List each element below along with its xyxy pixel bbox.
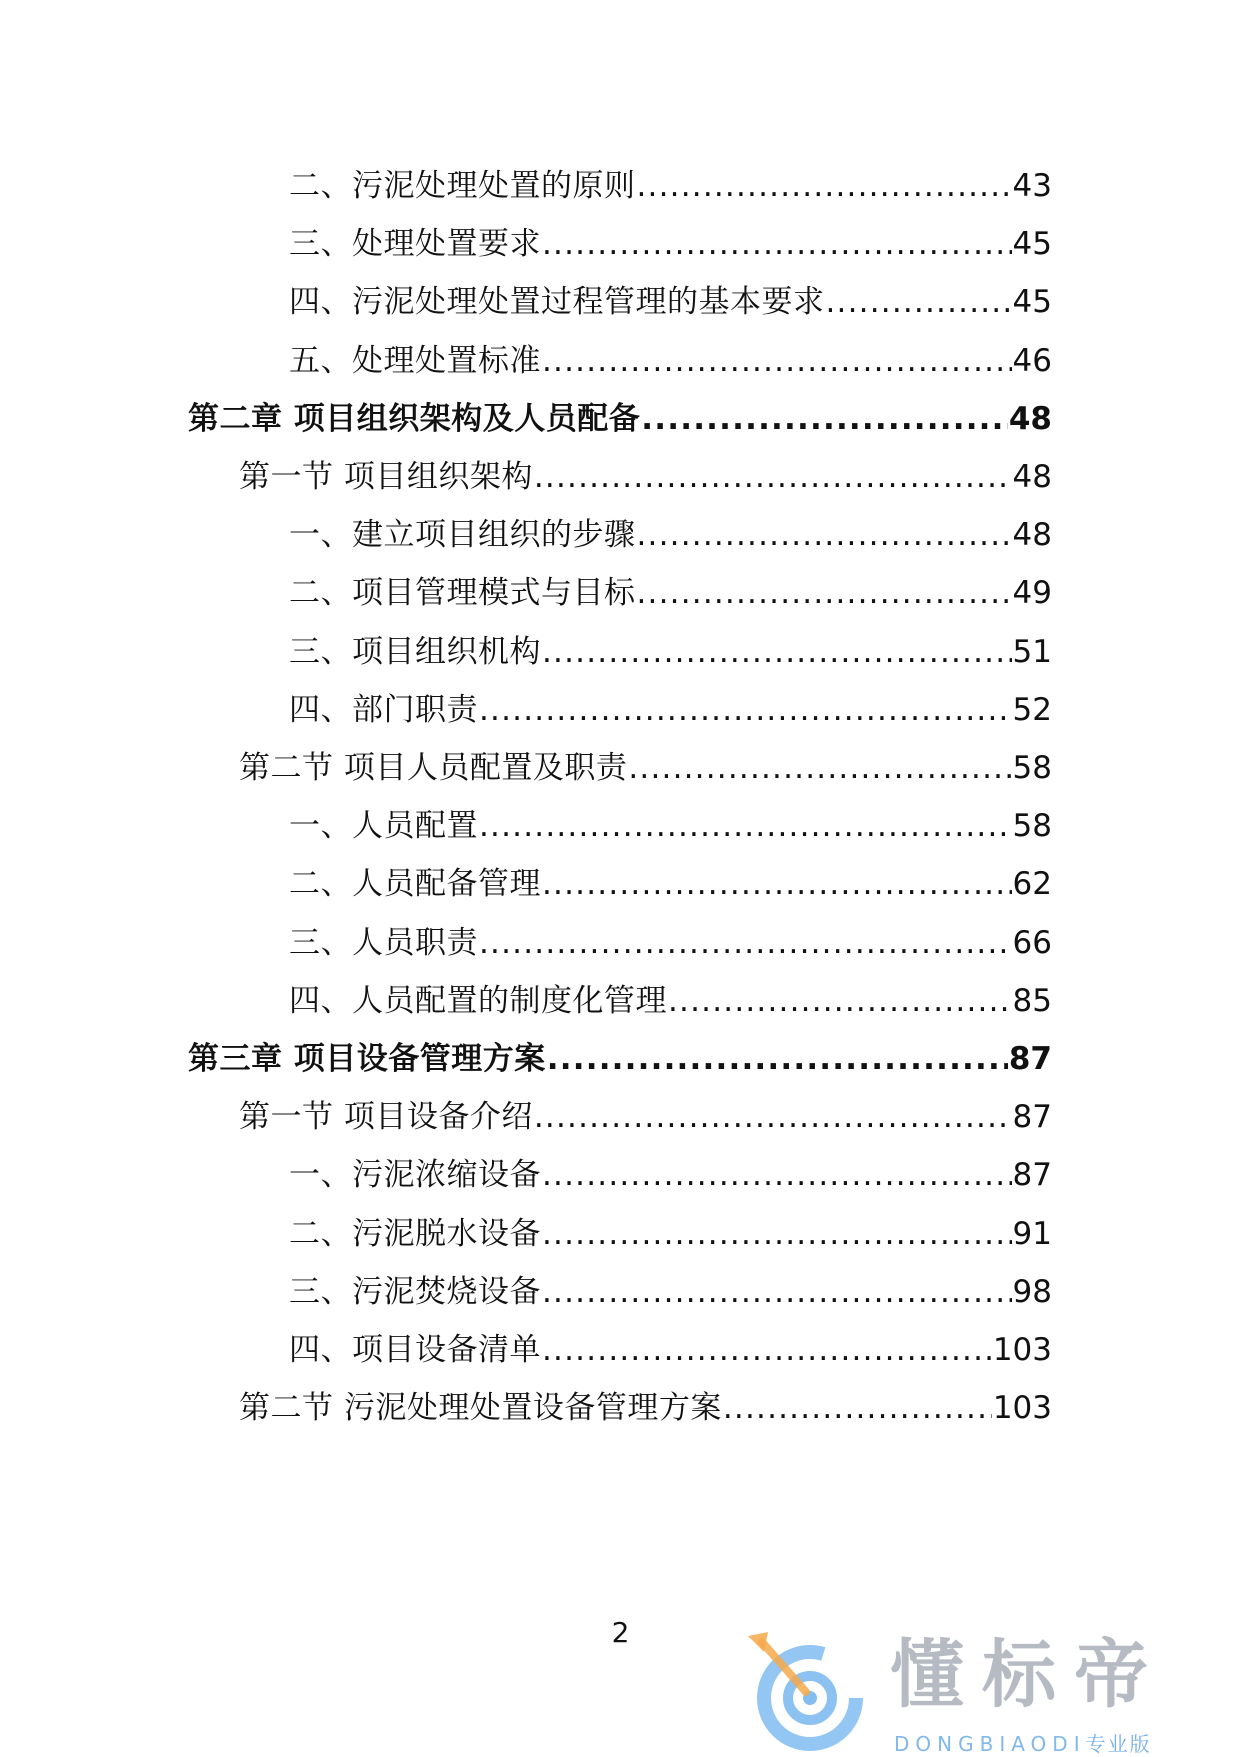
target-logo-icon <box>742 1628 872 1754</box>
toc-entry-page: 48 <box>1012 517 1052 552</box>
toc-entry[interactable] <box>289 509 1052 551</box>
toc-leader-dots <box>534 459 1012 493</box>
toc-entry[interactable] <box>289 800 1052 842</box>
toc-entry-title: 第一节 项目设备介绍 <box>239 1099 533 1134</box>
toc-leader-dots <box>542 1216 1012 1250</box>
toc-entry-page: 85 <box>1012 982 1052 1017</box>
toc-entry-page: 48 <box>1012 459 1052 493</box>
toc-entry-title: 二、人员配备管理 <box>289 866 541 901</box>
toc-entry[interactable] <box>239 742 1052 784</box>
toc-entry-page: 45 <box>1012 284 1052 319</box>
watermark <box>742 1628 1232 1754</box>
toc-entry[interactable] <box>239 1382 1052 1424</box>
toc-entry[interactable] <box>289 626 1052 668</box>
toc-entry-title: 四、污泥处理处置过程管理的基本要求 <box>289 284 825 319</box>
toc-entry-title: 五、处理处置标准 <box>289 342 541 377</box>
toc-leader-dots <box>628 750 1011 784</box>
toc-leader-dots <box>534 1099 1012 1133</box>
toc-entry[interactable] <box>289 276 1052 318</box>
toc-leader-dots <box>542 226 1012 260</box>
toc-entry[interactable] <box>289 975 1052 1017</box>
toc-entry-page: 103 <box>992 1332 1052 1366</box>
toc-leader-dots <box>542 1332 992 1366</box>
toc-entry[interactable] <box>289 1266 1052 1308</box>
toc-leader-dots <box>479 808 1012 842</box>
toc-entry[interactable] <box>239 1091 1052 1133</box>
toc-entry-page: 87 <box>1012 1157 1052 1192</box>
toc-entry[interactable] <box>289 917 1052 959</box>
toc-entry-page: 43 <box>1012 168 1052 202</box>
toc-entry[interactable] <box>289 684 1052 726</box>
toc-entry-page: 45 <box>1012 226 1052 261</box>
toc-entry-title: 一、污泥浓缩设备 <box>289 1157 541 1192</box>
toc-leader-dots <box>826 284 1012 318</box>
toc-entry-page: 51 <box>1012 633 1052 668</box>
toc-leader-dots <box>668 983 1012 1017</box>
toc-entry-title: 四、项目设备清单 <box>289 1332 541 1366</box>
toc-leader-dots <box>641 401 1008 435</box>
toc-entry[interactable] <box>289 1324 1052 1366</box>
toc-entry-title: 三、污泥焚烧设备 <box>289 1273 541 1308</box>
toc-entry[interactable] <box>289 858 1052 900</box>
toc-entry-title: 三、处理处置要求 <box>289 226 541 261</box>
watermark-subtitle <box>894 1728 1152 1757</box>
toc-leader-dots <box>479 692 1012 726</box>
toc-entry-page: 48 <box>1008 400 1052 435</box>
toc-entry-title: 第三章 项目设备管理方案 <box>188 1041 546 1075</box>
toc-entry-page: 103 <box>992 1390 1052 1425</box>
toc-entry-title: 三、人员职责 <box>289 924 478 959</box>
toc-entry-title: 二、项目管理模式与目标 <box>289 575 636 610</box>
toc-leader-dots <box>637 575 1012 609</box>
toc-entry-page: 91 <box>1012 1215 1052 1250</box>
toc-entry-page: 98 <box>1012 1273 1052 1308</box>
toc-entry-title: 一、建立项目组织的步骤 <box>289 517 636 552</box>
toc-entry-page: 58 <box>1012 750 1052 784</box>
toc-entry[interactable] <box>289 160 1052 202</box>
watermark-sub-cn: 专业版 <box>1085 1732 1152 1756</box>
toc-entry-page: 49 <box>1012 575 1052 610</box>
toc-leader-dots <box>723 1390 992 1424</box>
watermark-brand: 懂标帝 <box>890 1632 1166 1718</box>
toc-entry[interactable] <box>289 567 1052 609</box>
toc-leader-dots <box>637 517 1012 551</box>
toc-entry[interactable] <box>188 1033 1052 1075</box>
watermark-sub-latin: DONGBIAODI <box>894 1732 1086 1756</box>
toc-entry-title: 二、污泥脱水设备 <box>289 1215 541 1250</box>
toc-leader-dots <box>637 168 1012 202</box>
toc-entry-page: 62 <box>1012 866 1052 901</box>
toc-entry[interactable] <box>289 218 1052 260</box>
toc-leader-dots <box>542 1274 1012 1308</box>
toc-leader-dots <box>479 925 1012 959</box>
toc-entry-title: 三、项目组织机构 <box>289 633 541 668</box>
toc-leader-dots <box>542 866 1012 900</box>
toc-entry-page: 46 <box>1012 342 1052 377</box>
toc-entry-page: 58 <box>1012 808 1052 843</box>
toc-entry-page: 66 <box>1012 924 1052 959</box>
toc-leader-dots <box>542 1157 1012 1191</box>
toc-leader-dots <box>547 1041 1008 1075</box>
toc-entry-title: 第二章 项目组织架构及人员配备 <box>188 400 641 435</box>
toc-entry[interactable] <box>289 335 1052 377</box>
toc-entry-title: 四、人员配置的制度化管理 <box>289 982 667 1017</box>
toc-entry-title: 第二节 项目人员配置及职责 <box>239 750 628 784</box>
toc-entry[interactable] <box>289 1149 1052 1191</box>
toc-entry-title: 一、人员配置 <box>289 808 478 843</box>
toc-entry-title: 第一节 项目组织架构 <box>239 459 533 493</box>
toc-entry[interactable] <box>289 1208 1052 1250</box>
toc-entry-page: 52 <box>1012 691 1052 726</box>
toc-entry-title: 二、污泥处理处置的原则 <box>289 168 636 202</box>
page-number: 2 <box>611 1616 630 1649</box>
toc-leader-dots <box>542 634 1012 668</box>
toc-entry[interactable] <box>188 393 1052 435</box>
toc-entry[interactable] <box>239 451 1052 493</box>
toc-entry-page: 87 <box>1008 1041 1052 1075</box>
toc-entry-page: 87 <box>1012 1099 1052 1134</box>
toc-entry-title: 第二节 污泥处理处置设备管理方案 <box>239 1390 722 1425</box>
toc-leader-dots <box>542 343 1012 377</box>
toc-entry-title: 四、部门职责 <box>289 691 478 726</box>
